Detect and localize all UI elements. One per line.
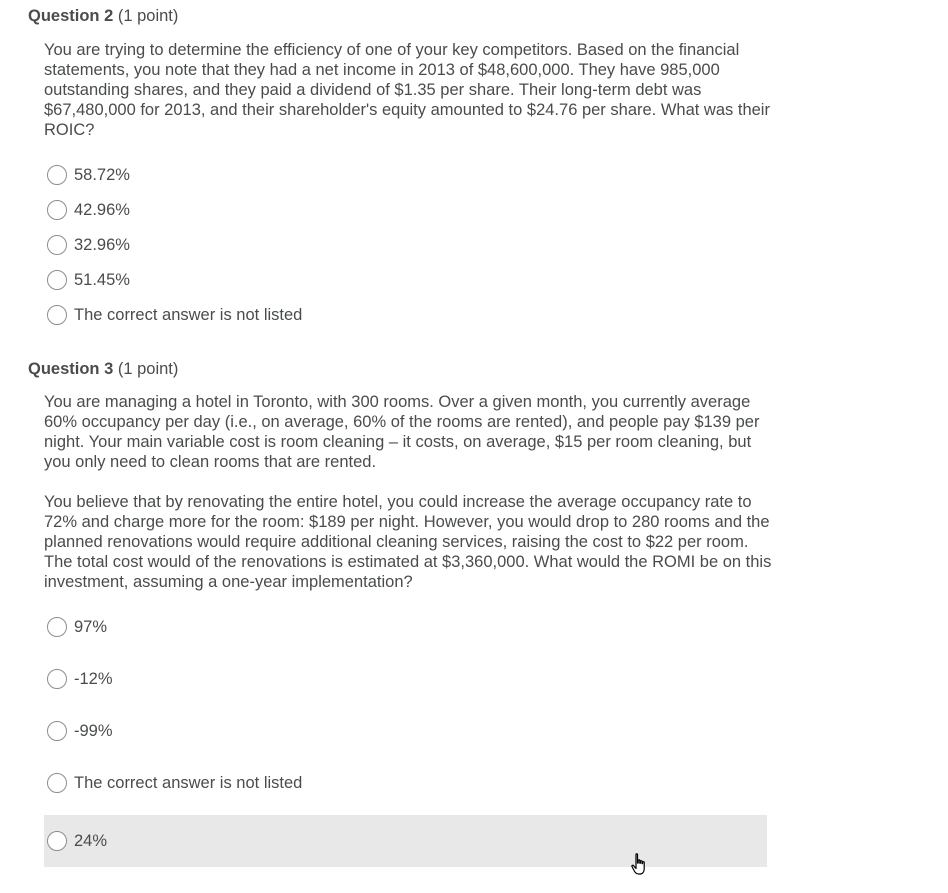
q3-option-4[interactable] — [44, 766, 767, 800]
radio-button[interactable] — [47, 617, 67, 637]
question-2-title — [28, 7, 178, 26]
question-number: Question 2 — [28, 7, 114, 25]
option-label: -99% — [74, 721, 113, 740]
question-3-paragraph-1: You are managing a hotel in Toronto, with 300 rooms. Over a given month, you currently average 60% occupancy per day (i.e., on average, 60% of the rooms are rented), and people pay $139 per night. Your main variable cost is room cleaning – it costs, on average, $15 per room cleaning, but you only need to clean rooms that are rented. — [44, 393, 760, 471]
option-label: 97% — [74, 617, 108, 636]
hand-cursor-icon — [630, 853, 650, 877]
question-points: (1 point) — [117, 7, 179, 25]
q3-option-5[interactable] — [44, 815, 767, 867]
q3-option-1[interactable] — [44, 610, 767, 644]
q2-option-5[interactable] — [44, 298, 767, 332]
radio-button[interactable] — [47, 165, 67, 185]
question-number: Question 3 — [28, 360, 114, 378]
question-3-paragraph-2: You believe that by renovating the entire hotel, you could increase the average occupancy rate to 72% and charge more for the room: $189 per night. However, you would drop to 280 rooms and the planned renovations would require additional cleaning services, raising the cost to $22 per room. The total cost would of the renovations is estimated at $3,360,000. What would the ROMI be on this investment, assuming a one-year implementation? — [44, 493, 772, 591]
option-label: 51.45% — [74, 270, 130, 289]
radio-button[interactable] — [47, 305, 67, 325]
option-label: 32.96% — [74, 235, 130, 254]
question-2-paragraph: You are trying to determine the efficiency of one of your key competitors. Based on the financial statements, you note that they had a net income in 2013 of $48,600,000. They have 985,000 outstanding shares, and they paid a dividend of $1.35 per share. Their long-term debt was $67,480,000 for 2013, and their shareholder's equity amounted to $24.76 per share. What was their ROIC? — [44, 41, 770, 139]
radio-button[interactable] — [47, 773, 67, 793]
radio-button[interactable] — [47, 200, 67, 220]
option-label: -12% — [74, 669, 113, 688]
q3-option-2[interactable] — [44, 662, 767, 696]
q2-option-4[interactable] — [44, 263, 767, 297]
option-label: 42.96% — [74, 200, 130, 219]
question-points: (1 point) — [117, 360, 179, 378]
q3-option-3[interactable] — [44, 714, 767, 748]
radio-button[interactable] — [47, 721, 67, 741]
radio-button[interactable] — [47, 831, 67, 851]
question-3-title — [28, 360, 178, 379]
question-3-text — [44, 392, 774, 592]
radio-button[interactable] — [47, 235, 67, 255]
option-label: 24% — [74, 831, 108, 850]
question-2-text — [44, 40, 774, 140]
q2-option-3[interactable] — [44, 228, 767, 262]
radio-button[interactable] — [47, 270, 67, 290]
option-label: The correct answer is not listed — [74, 305, 303, 324]
q2-option-2[interactable] — [44, 193, 767, 227]
option-label: 58.72% — [74, 165, 130, 184]
radio-button[interactable] — [47, 669, 67, 689]
q2-option-1[interactable] — [44, 158, 767, 192]
option-label: The correct answer is not listed — [74, 773, 303, 792]
